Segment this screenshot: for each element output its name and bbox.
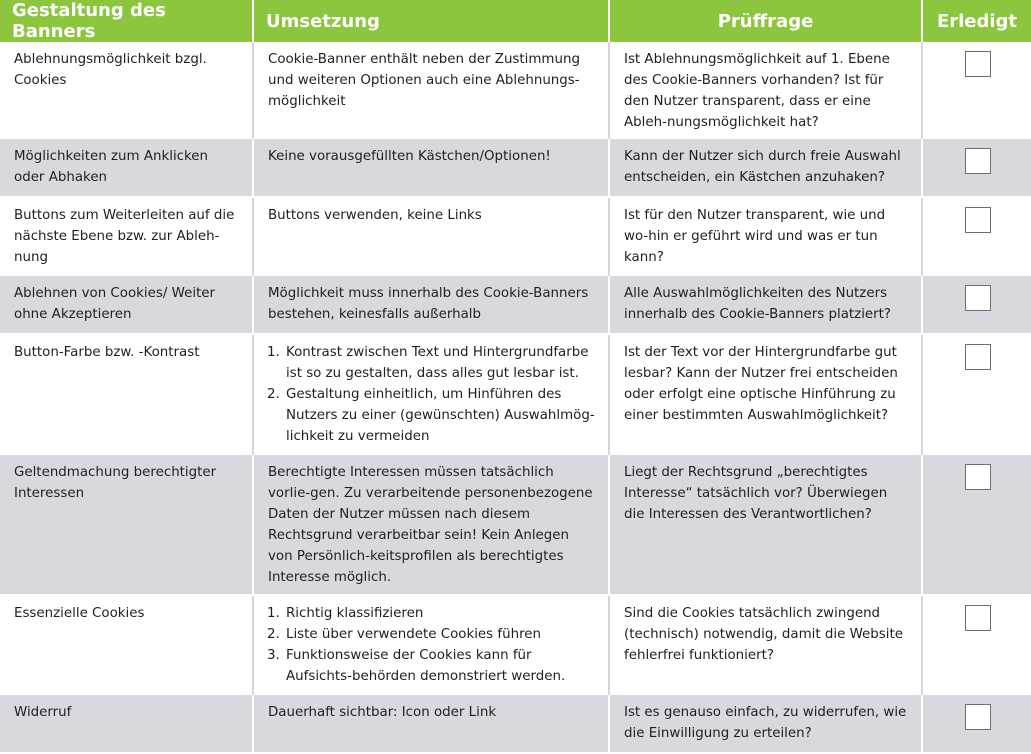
header-erledigt: Erledigt: [922, 0, 1031, 42]
table-row: [0, 139, 1031, 197]
erledigt-checkbox[interactable]: [965, 148, 991, 174]
prueffrage-cell: Ist es genauso einfach, zu widerrufen, wie die Einwilligung zu erteilen?: [609, 695, 922, 753]
erledigt-cell: [922, 455, 1031, 595]
prueffrage-cell: Liegt der Rechtsgrund „berechtigtes Interesse“ tatsächlich vor? Überwiegen die Interessen des Verantwortlichen?: [609, 455, 922, 595]
umsetzung-list: [268, 342, 596, 447]
prueffrage-cell: Ist der Text vor der Hintergrundfarbe gut lesbar? Kann der Nutzer frei entscheiden oder erfolgt eine optische Hinführung zu einer bestimmten Auswahlmöglichkeit?: [609, 334, 922, 455]
table-row: [0, 334, 1031, 455]
umsetzung-list: [268, 603, 596, 687]
prueffrage-cell: Ist für den Nutzer transparent, wie und wo-hin er geführt wird und was er tun kann?: [609, 197, 922, 276]
header-umsetzung: Umsetzung: [253, 0, 609, 42]
gestaltung-cell: Möglichkeiten zum Anklicken oder Abhaken: [0, 139, 253, 197]
list-item: 2. Liste über verwendete Cookies führen: [284, 624, 596, 645]
umsetzung-cell: Cookie-Banner enthält neben der Zustimmung und weiteren Optionen auch eine Ablehnungs-möglichkeit: [253, 42, 609, 139]
erledigt-cell: [922, 695, 1031, 753]
erledigt-checkbox[interactable]: [965, 344, 991, 370]
gestaltung-cell: Ablehnungsmöglichkeit bzgl. Cookies: [0, 42, 253, 139]
gestaltung-cell: Button-Farbe bzw. -Kontrast: [0, 334, 253, 455]
prueffrage-cell: Alle Auswahlmöglichkeiten des Nutzers innerhalb des Cookie-Banners platziert?: [609, 276, 922, 334]
gestaltung-cell: Widerruf: [0, 695, 253, 753]
umsetzung-cell: Buttons verwenden, keine Links: [253, 197, 609, 276]
erledigt-checkbox[interactable]: [965, 285, 991, 311]
table-row: [0, 455, 1031, 595]
erledigt-checkbox[interactable]: [965, 704, 991, 730]
erledigt-cell: [922, 139, 1031, 197]
umsetzung-cell: Keine vorausgefüllten Kästchen/Optionen!: [253, 139, 609, 197]
gestaltung-cell: Geltendmachung berechtigter Interessen: [0, 455, 253, 595]
erledigt-checkbox[interactable]: [965, 605, 991, 631]
umsetzung-cell: Dauerhaft sichtbar: Icon oder Link: [253, 695, 609, 753]
erledigt-checkbox[interactable]: [965, 464, 991, 490]
table-row: [0, 695, 1031, 753]
erledigt-checkbox[interactable]: [965, 51, 991, 77]
header-gestaltung: Gestaltung des Banners: [0, 0, 253, 42]
erledigt-cell: [922, 197, 1031, 276]
list-item: 1. Kontrast zwischen Text und Hintergrundfarbe ist so zu gestalten, dass alles gut lesbar ist.: [284, 342, 596, 384]
prueffrage-cell: Ist Ablehnungsmöglichkeit auf 1. Ebene des Cookie-Banners vorhanden? Ist für den Nutzer transparent, dass er eine Ableh-nungsmöglichkeit hat?: [609, 42, 922, 139]
list-item: 2. Gestaltung einheitlich, um Hinführen des Nutzers zu einer (gewünschten) Auswahlmög-lichkeit zu vermeiden: [284, 384, 596, 447]
gestaltung-cell: Buttons zum Weiterleiten auf die nächste Ebene bzw. zur Ableh-nung: [0, 197, 253, 276]
header-prueffrage: Prüffrage: [609, 0, 922, 42]
table-row: [0, 42, 1031, 139]
gestaltung-cell: Essenzielle Cookies: [0, 595, 253, 695]
erledigt-cell: [922, 334, 1031, 455]
umsetzung-cell: Möglichkeit muss innerhalb des Cookie-Banners bestehen, keinesfalls außerhalb: [253, 276, 609, 334]
prueffrage-cell: Kann der Nutzer sich durch freie Auswahl entscheiden, ein Kästchen anzuhaken?: [609, 139, 922, 197]
umsetzung-cell: [253, 595, 609, 695]
list-item: 3. Funktionsweise der Cookies kann für Aufsichts-behörden demonstriert werden.: [284, 645, 596, 687]
table-row: [0, 197, 1031, 276]
gestaltung-cell: Ablehnen von Cookies/ Weiter ohne Akzeptieren: [0, 276, 253, 334]
table-row: [0, 276, 1031, 334]
erledigt-cell: [922, 276, 1031, 334]
erledigt-cell: [922, 42, 1031, 139]
umsetzung-cell: Berechtigte Interessen müssen tatsächlich vorlie-gen. Zu verarbeitende personenbezogene Daten der Nutzer müssen nach diesem Rechtsgrund verarbeitbar sein! Kein Anlegen von Persönlich-keitsprofilen als berechtigtes Interesse möglich.: [253, 455, 609, 595]
prueffrage-cell: Sind die Cookies tatsächlich zwingend (technisch) notwendig, damit die Website fehlerfrei funktioniert?: [609, 595, 922, 695]
list-item: 1. Richtig klassifizieren: [284, 603, 596, 624]
table-row: [0, 595, 1031, 695]
erledigt-cell: [922, 595, 1031, 695]
header-row: [0, 0, 1031, 42]
erledigt-checkbox[interactable]: [965, 207, 991, 233]
umsetzung-cell: [253, 334, 609, 455]
